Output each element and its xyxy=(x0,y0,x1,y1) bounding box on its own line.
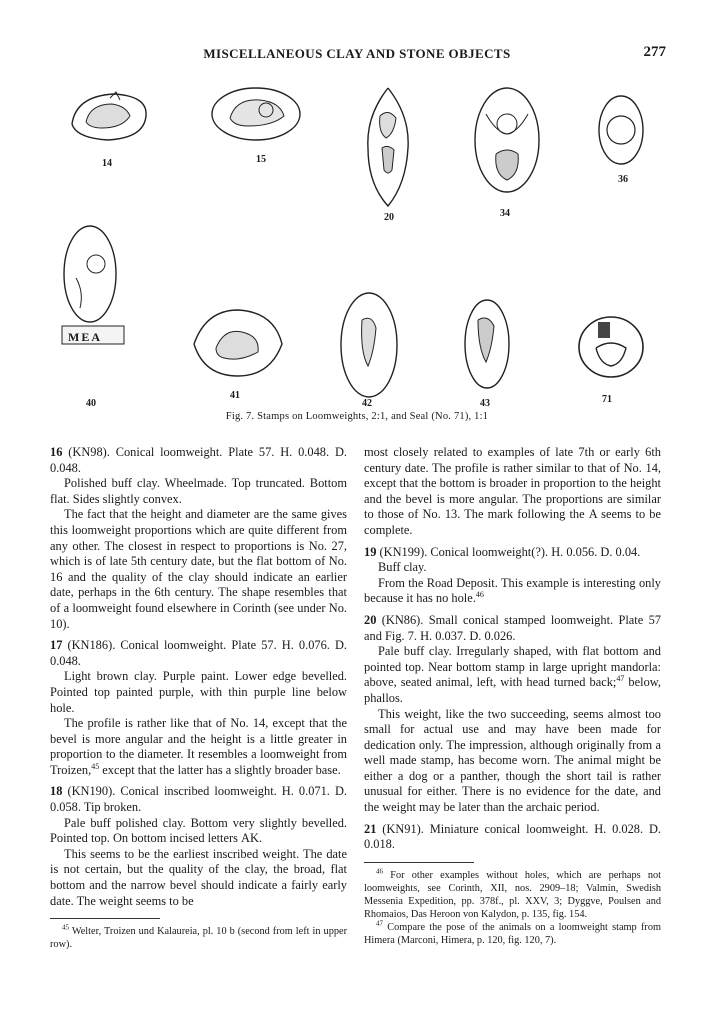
figure-label-20: 20 xyxy=(384,212,394,223)
stamp-42 xyxy=(338,290,400,400)
footnote-rule xyxy=(364,862,474,863)
stamp-41 xyxy=(188,304,288,382)
paragraph: Pale buff polished clay. Bottom very slightly bevelled. Pointed top. On bottom incised letters ΑΚ. xyxy=(50,815,347,846)
figure-label-15: 15 xyxy=(256,154,266,165)
figure-label-71: 71 xyxy=(602,394,612,405)
footnote-number: 47 xyxy=(376,919,383,928)
stamp-20-drawing xyxy=(364,86,412,208)
paragraph: This seems to be the earliest inscribed weight. The date is not certain, but the quality of the clay, the broad, flat bottom and the narrow bevel should indicate a fairly early date. The weight seems to be xyxy=(50,846,347,908)
entry-text: (KN98). Conical loomweight. Plate 57. H. 0.048. D. 0.048. xyxy=(50,445,347,475)
figure-label-34: 34 xyxy=(500,208,510,219)
figure-label-43: 43 xyxy=(480,398,490,409)
page-number: 277 xyxy=(643,44,666,60)
footnote-rule xyxy=(50,918,160,919)
paragraph: Polished buff clay. Wheelmade. Top truncated. Bottom flat. Sides slightly convex. xyxy=(50,476,347,506)
paragraph-text: below, phallos. xyxy=(364,675,662,705)
stamp-43 xyxy=(462,296,512,392)
stamp-40 xyxy=(60,222,126,346)
entry-number: 19 xyxy=(364,544,377,559)
paragraph: Light brown clay. Purple paint. Lower edge bevelled. Pointed top painted purple, with thin purple line below hole. xyxy=(50,669,347,715)
footnote-ref[interactable]: 47 xyxy=(616,674,625,684)
figure-caption: Fig. 7. Stamps on Loomweights, 2:1, and Seal (No. 71), 1:1 xyxy=(225,411,489,422)
paragraph: The fact that the height and diameter are the same gives this loomweight proportions which are quite different from any other. The closest in respect to proportions is No. 27, which is of late 5th century date, but the flat bottom of No. 16 and the quality of the clay should indicate an earlier date, perhaps in the 6th century. The shape resembles that of a loomweight found elsewhere in Corinth (see under No. 10). xyxy=(50,507,347,631)
entry-16-heading xyxy=(50,445,347,476)
entry-17-heading xyxy=(50,638,347,669)
footnote-45 xyxy=(50,925,347,951)
paragraph: Buff clay. xyxy=(378,560,427,575)
entry-21-heading xyxy=(364,822,661,853)
entry-19-heading xyxy=(364,545,661,561)
stamp-36 xyxy=(596,92,646,168)
stamp-15-drawing xyxy=(208,84,304,144)
figure-label-14: 14 xyxy=(102,158,112,169)
paragraph-text: Pale buff clay. Irregularly shaped, with flat bottom and pointed top. Near bottom stamp in large upright mandorla: above, seated animal, left, with head turned back; xyxy=(364,644,661,690)
footnote-text: Compare the pose of the animals on a loomweight stamp from Himera (Marconi, Himera, p. 120, fig. 120, 7). xyxy=(364,921,661,946)
entry-number: 20 xyxy=(364,612,377,627)
right-column xyxy=(364,445,661,947)
figure-label-40: 40 xyxy=(86,398,96,409)
inscription-mea: MEA xyxy=(68,330,102,344)
paragraph xyxy=(364,576,661,607)
footnote-46 xyxy=(364,869,661,921)
seal-71-drawing xyxy=(576,314,646,380)
paragraph-text: From the Road Deposit. This example is interesting only because it has no hole. xyxy=(364,575,661,606)
stamp-41-drawing xyxy=(188,304,288,382)
entry-text: (KN91). Miniature conical loomweight. H. 0.028. D. 0.018. xyxy=(364,821,661,852)
footnote-number: 45 xyxy=(62,923,69,932)
figure-label-42: 42 xyxy=(362,398,372,409)
paragraph xyxy=(364,644,661,706)
entry-number: 16 xyxy=(50,445,63,459)
footnote-text: For other examples without holes, which are perhaps not loomweights, see Corinth, XII, nos. 2909–18; Valmin, Swedish Messenia Expedition, pp. 378f., pl. XXV, 3; Dyggve, Poulsen and Rhomaios, Das Heroon von Kalydon, p. 135, fig. 154. xyxy=(364,869,661,920)
left-column xyxy=(50,445,347,951)
entry-number: 18 xyxy=(50,784,63,799)
stamp-36-drawing xyxy=(596,92,646,168)
paragraph xyxy=(50,716,347,778)
entry-number: 21 xyxy=(364,821,377,836)
entry-18-heading xyxy=(50,784,347,815)
entry-text: (KN86). Small conical stamped loomweight. Plate 57 and Fig. 7. H. 0.037. D. 0.026. xyxy=(364,612,661,643)
figure-label-41: 41 xyxy=(230,390,240,401)
seal-71 xyxy=(576,314,646,380)
stamp-43-drawing xyxy=(462,296,512,392)
footnote-text: Welter, Troizen und Kalaureia, pl. 10 b (second from left in upper row). xyxy=(50,926,347,951)
paragraph-text: The profile is rather like that of No. 14, except that the bevel is more angular and the height is a little greater in proportion to the diameter. It resembles a loomweight from Troizen, xyxy=(50,716,347,777)
entry-20-heading xyxy=(364,613,661,644)
stamp-20 xyxy=(364,86,412,208)
entry-text: (KN199). Conical loomweight(?). H. 0.056. D. 0.04. xyxy=(376,544,641,559)
paragraph: most closely related to examples of late 7th or early 6th century date. The profile is rather similar to that of No. 14, except that the bottom is broader in proportion to the height and the bevel is more angular. The proportions are similar to those of No. 13. The mark following the Α seems to be complete. xyxy=(364,445,661,537)
footnote-ref[interactable]: 46 xyxy=(475,590,484,600)
running-title: MISCELLANEOUS CLAY AND STONE OBJECTS xyxy=(203,46,511,61)
stamp-34 xyxy=(472,84,542,196)
entry-text: (KN190). Conical inscribed loomweight. H. 0.071. D. 0.058. Tip broken. xyxy=(50,784,347,815)
figure-label-36: 36 xyxy=(618,174,628,185)
stamp-40-drawing xyxy=(60,222,126,346)
footnote-47 xyxy=(364,921,661,947)
footnote-number: 46 xyxy=(376,867,383,876)
stamp-34-drawing xyxy=(472,84,542,196)
paragraph: This weight, like the two succeeding, seems almost too small for actual use and may have been made for dedication only. The impression, although originally from a well made stamp, has become worn. The animal might be either a dog or a panther, though the short tail is rather unusual for either. There is no evidence for the date, and the weight may be later than the archaic period. xyxy=(364,706,661,815)
stamp-42-drawing xyxy=(338,290,400,400)
stamp-15 xyxy=(208,84,304,144)
stamp-14 xyxy=(66,86,152,146)
paragraph-text: except that the latter has a slightly broader base. xyxy=(99,762,341,777)
stamp-14-drawing xyxy=(66,86,152,146)
footnote-ref[interactable]: 45 xyxy=(91,761,100,771)
entry-number: 17 xyxy=(50,638,63,653)
figure-stamps xyxy=(40,72,680,432)
entry-text: (KN186). Conical loomweight. Plate 57. H. 0.076. D. 0.048. xyxy=(50,638,347,668)
